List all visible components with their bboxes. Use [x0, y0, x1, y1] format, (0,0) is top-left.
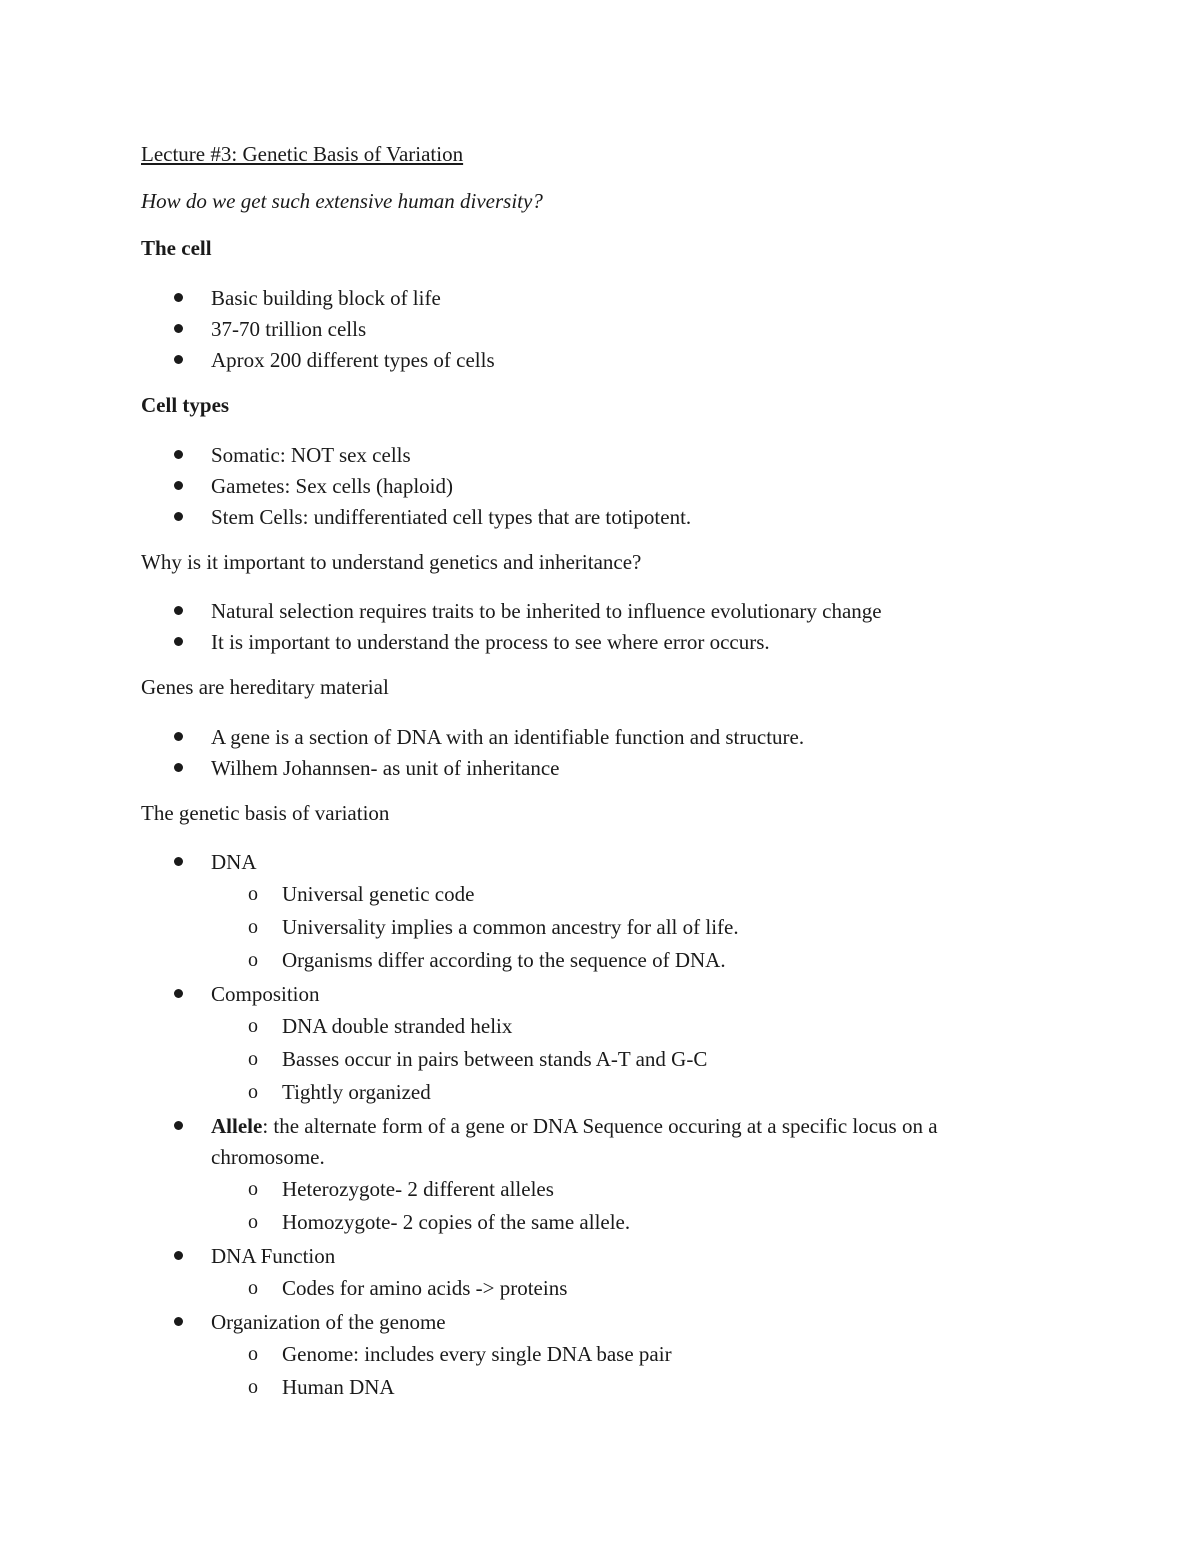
bullet-icon — [174, 732, 183, 741]
sub-list-item: o Homozygote- 2 copies of the same allele. — [0, 1206, 1041, 1239]
bullet-icon — [174, 857, 183, 866]
bullet-icon — [174, 512, 183, 521]
cell-list — [0, 283, 495, 376]
circle-bullet-icon: o — [248, 1081, 258, 1103]
section-heading-cell-types: Cell types — [141, 393, 230, 417]
cell-types-list — [0, 440, 691, 533]
page-subtitle: How do we get such extensive human diversity? — [141, 189, 543, 213]
allele-term: Allele — [211, 1114, 263, 1138]
circle-bullet-icon: o — [248, 1277, 258, 1299]
sub-list-item: o Human DNA — [0, 1371, 1041, 1404]
bullet-icon — [174, 1121, 183, 1130]
section-heading-genetics: Why is it important to understand genetics and inheritance? — [141, 550, 642, 574]
bullet-icon — [174, 450, 183, 459]
circle-bullet-icon: o — [248, 1343, 258, 1365]
sub-list-item: o Universality implies a common ancestry for all of life. — [0, 911, 1041, 944]
bullet-icon — [174, 1251, 183, 1260]
genetics-list — [0, 596, 882, 658]
circle-bullet-icon: o — [248, 1015, 258, 1037]
list-item: A gene is a section of DNA with an identifiable function and structure. — [0, 722, 804, 753]
circle-bullet-icon: o — [248, 1048, 258, 1070]
sub-list-item: o Genome: includes every single DNA base pair — [0, 1338, 1041, 1371]
list-item: Basic building block of life — [0, 283, 495, 314]
list-item-dna: DNA — [0, 847, 1041, 878]
bullet-icon — [174, 763, 183, 772]
list-item-allele: Allele: the alternate form of a gene or DNA Sequence occuring at a specific locus on a chromosome. — [0, 1111, 1041, 1173]
bullet-icon — [174, 355, 183, 364]
list-item-composition: Composition — [0, 979, 1041, 1010]
circle-bullet-icon: o — [248, 916, 258, 938]
circle-bullet-icon: o — [248, 883, 258, 905]
bullet-icon — [174, 989, 183, 998]
list-item: It is important to understand the process to see where error occurs. — [0, 627, 882, 658]
list-item: Gametes: Sex cells (haploid) — [0, 471, 691, 502]
circle-bullet-icon: o — [248, 949, 258, 971]
list-item: Aprox 200 different types of cells — [0, 345, 495, 376]
section-heading-cell: The cell — [141, 236, 212, 260]
bullet-icon — [174, 637, 183, 646]
bullet-icon — [174, 606, 183, 615]
list-item: Stem Cells: undifferentiated cell types that are totipotent. — [0, 502, 691, 533]
sub-list-item: o Heterozygote- 2 different alleles — [0, 1173, 1041, 1206]
section-heading-variation: The genetic basis of variation — [141, 801, 390, 825]
bullet-icon — [174, 481, 183, 490]
circle-bullet-icon: o — [248, 1376, 258, 1398]
sub-list-item: o DNA double stranded helix — [0, 1010, 1041, 1043]
bullet-icon — [174, 293, 183, 302]
list-item-organization: Organization of the genome — [0, 1307, 1041, 1338]
list-item-dna-function: DNA Function — [0, 1241, 1041, 1272]
sub-list-item: o Universal genetic code — [0, 878, 1041, 911]
sub-list-item: o Tightly organized — [0, 1076, 1041, 1109]
genes-list — [0, 722, 804, 784]
sub-list-item: o Codes for amino acids -> proteins — [0, 1272, 1041, 1305]
circle-bullet-icon: o — [248, 1211, 258, 1233]
sub-list-item: o Basses occur in pairs between stands A-T and G-C — [0, 1043, 1041, 1076]
bullet-icon — [174, 1317, 183, 1326]
page-title: Lecture #3: Genetic Basis of Variation — [141, 142, 464, 166]
list-item: Somatic: NOT sex cells — [0, 440, 691, 471]
variation-list — [0, 847, 1041, 1404]
bullet-icon — [174, 324, 183, 333]
list-item: Wilhem Johannsen- as unit of inheritance — [0, 753, 804, 784]
list-item: Natural selection requires traits to be inherited to influence evolutionary change — [0, 596, 882, 627]
section-heading-genes: Genes are hereditary material — [141, 675, 389, 699]
list-item: 37-70 trillion cells — [0, 314, 495, 345]
circle-bullet-icon: o — [248, 1178, 258, 1200]
sub-list-item: o Organisms differ according to the sequence of DNA. — [0, 944, 1041, 977]
